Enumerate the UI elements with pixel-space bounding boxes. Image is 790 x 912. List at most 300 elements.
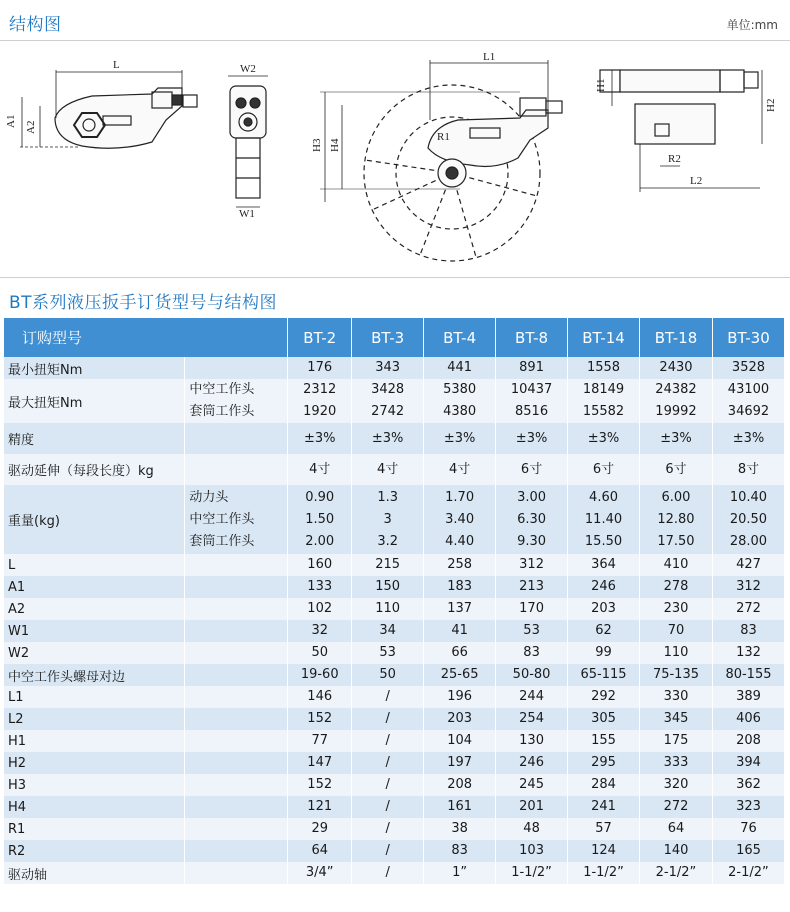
- value-cell: [712, 840, 784, 862]
- value-cell: [640, 840, 713, 862]
- value-cell: [496, 730, 568, 752]
- value-text: 3.00: [517, 489, 547, 505]
- row-label: W2: [4, 642, 185, 664]
- value-text: 146: [307, 689, 333, 704]
- value-cell: [568, 796, 640, 818]
- value-cell: [568, 576, 640, 598]
- header-cell-model: 订购型号: [4, 318, 288, 357]
- row-label: 最大扭矩Nm: [4, 379, 185, 423]
- value-text: 203: [591, 601, 616, 616]
- value-text: 57: [595, 821, 612, 836]
- value-cell: [288, 554, 352, 576]
- sublabel-text: 中空工作头: [189, 511, 255, 527]
- table-row: [4, 752, 785, 774]
- row-sublabel: [185, 454, 288, 485]
- table-row: [4, 379, 785, 423]
- value-cell: [568, 708, 640, 730]
- value-cell: [712, 620, 784, 642]
- value-text: 99: [595, 645, 612, 660]
- value-text: 83: [740, 623, 757, 638]
- header-cell-bt14: BT-14: [568, 318, 640, 357]
- value-text: 213: [519, 579, 544, 594]
- value-text: 345: [663, 711, 689, 726]
- table-row: [4, 485, 785, 554]
- value-cell: [712, 454, 784, 485]
- value-text: /: [385, 777, 390, 792]
- value-text: /: [385, 689, 390, 704]
- value-text: 2-1/2”: [728, 865, 769, 880]
- table-row: [4, 598, 785, 620]
- table-row: [4, 554, 785, 576]
- value-text: 75-135: [652, 667, 699, 682]
- value-text: 330: [663, 689, 689, 704]
- value-cell: [568, 454, 640, 485]
- value-cell: [640, 774, 713, 796]
- value-text: 284: [591, 777, 616, 792]
- value-cell: [640, 554, 713, 576]
- value-text: 155: [591, 733, 616, 748]
- value-text: 246: [519, 755, 544, 770]
- row-label: 重量(kg): [4, 485, 185, 554]
- value-text: ±3%: [660, 430, 692, 446]
- value-cell: [424, 752, 496, 774]
- header-cell-bt18: BT-18: [640, 318, 713, 357]
- dim-label-R2: R2: [668, 153, 681, 165]
- row-sublabel: [185, 642, 288, 664]
- row-label: A2: [4, 598, 185, 620]
- value-text: 230: [663, 601, 689, 616]
- value-cell: [496, 642, 568, 664]
- value-text: 244: [519, 689, 544, 704]
- value-cell: [288, 862, 352, 884]
- value-cell: [352, 796, 424, 818]
- value-text: 5380: [443, 382, 477, 397]
- value-text: 1920: [303, 404, 337, 419]
- value-cell: [568, 730, 640, 752]
- value-cell: [568, 774, 640, 796]
- row-label: 中空工作头螺母对边: [4, 664, 185, 686]
- row-sublabel: [185, 576, 288, 598]
- value-text: 1-1/2”: [583, 865, 624, 880]
- value-cell: [640, 454, 713, 485]
- value-text: 53: [379, 645, 396, 660]
- value-text: 2-1/2”: [655, 865, 697, 880]
- value-text: 201: [519, 799, 544, 814]
- value-text: 43100: [727, 382, 770, 397]
- value-cell: [640, 752, 713, 774]
- dim-label-R1: R1: [437, 131, 450, 143]
- value-text: 183: [447, 579, 473, 594]
- value-text: /: [385, 821, 390, 836]
- value-cell: [496, 554, 568, 576]
- value-text: 10437: [510, 382, 553, 397]
- value-text: 1.3: [377, 489, 398, 505]
- value-text: ±3%: [443, 430, 476, 446]
- value-cell: [352, 454, 424, 485]
- value-cell: [712, 708, 784, 730]
- row-label: R1: [4, 818, 185, 840]
- value-cell: [424, 620, 496, 642]
- value-cell: [288, 576, 352, 598]
- value-text: /: [385, 755, 390, 770]
- value-text: 28.00: [729, 533, 768, 549]
- value-cell: [352, 357, 424, 379]
- value-cell: [712, 554, 784, 576]
- row-sublabel: [185, 708, 288, 730]
- row-label: A1: [4, 576, 185, 598]
- value-text: 6寸: [665, 461, 687, 477]
- value-text: 121: [307, 799, 333, 814]
- row-label: 精度: [4, 423, 185, 454]
- unit-label: 单位:mm: [726, 18, 778, 32]
- value-text: 2.00: [305, 533, 335, 549]
- row-label: H1: [4, 730, 185, 752]
- table-row: [4, 357, 785, 379]
- value-text: 1-1/2”: [511, 865, 552, 880]
- structure-drawings: [0, 48, 790, 270]
- header-cell-bt3: BT-3: [352, 318, 424, 357]
- value-cell: [352, 642, 424, 664]
- value-text: /: [385, 843, 390, 858]
- value-cell: [640, 708, 713, 730]
- row-sublabel: [185, 818, 288, 840]
- value-text: 394: [736, 755, 761, 770]
- value-text: 83: [451, 843, 468, 858]
- value-text: 197: [447, 755, 473, 770]
- value-text: 320: [663, 777, 689, 792]
- value-text: 208: [736, 733, 761, 748]
- value-cell: [424, 708, 496, 730]
- row-label: L2: [4, 708, 185, 730]
- value-text: 4寸: [448, 461, 471, 477]
- value-text: 245: [519, 777, 544, 792]
- value-text: 4.40: [445, 533, 475, 549]
- value-text: 133: [307, 579, 333, 594]
- value-text: 175: [663, 733, 689, 748]
- value-text: 38: [451, 821, 468, 836]
- divider-top: [0, 40, 790, 41]
- table-row: [4, 576, 785, 598]
- dim-label-A2: A2: [25, 120, 37, 134]
- value-text: 17.50: [657, 533, 695, 549]
- value-cell: [288, 730, 352, 752]
- value-text: ±3%: [732, 430, 765, 446]
- value-cell: [640, 485, 713, 554]
- value-cell: [288, 642, 352, 664]
- value-cell: [712, 862, 784, 884]
- row-sublabel: [185, 862, 288, 884]
- row-label: 驱动轴: [4, 862, 185, 884]
- value-cell: [288, 454, 352, 485]
- value-text: 104: [447, 733, 473, 748]
- value-cell: [352, 554, 424, 576]
- value-text: 2742: [371, 404, 405, 419]
- value-cell: [288, 423, 352, 454]
- value-cell: [640, 576, 713, 598]
- value-text: /: [385, 711, 390, 726]
- value-text: 323: [736, 799, 761, 814]
- value-text: 176: [307, 360, 333, 375]
- value-cell: [712, 818, 784, 840]
- value-cell: [712, 642, 784, 664]
- value-text: 410: [663, 557, 689, 572]
- value-cell: [712, 686, 784, 708]
- table-row: [4, 620, 785, 642]
- value-text: 70: [667, 623, 685, 638]
- value-text: 10.40: [729, 489, 768, 505]
- value-cell: [288, 598, 352, 620]
- value-text: 64: [667, 821, 685, 836]
- value-text: /: [385, 733, 390, 748]
- table-row: [4, 708, 785, 730]
- divider-middle: [0, 277, 790, 278]
- value-text: 140: [663, 843, 689, 858]
- row-sublabel: [185, 554, 288, 576]
- row-sublabel: [185, 485, 288, 554]
- value-cell: [640, 796, 713, 818]
- value-cell: [288, 664, 352, 686]
- value-cell: [424, 862, 496, 884]
- row-label: H4: [4, 796, 185, 818]
- value-text: 150: [375, 579, 401, 594]
- value-cell: [640, 357, 713, 379]
- value-cell: [496, 708, 568, 730]
- value-cell: [640, 730, 713, 752]
- value-cell: [568, 752, 640, 774]
- value-text: 160: [307, 557, 333, 572]
- value-cell: [352, 423, 424, 454]
- table-header-row: [4, 318, 785, 357]
- value-cell: [424, 423, 496, 454]
- value-text: 8寸: [737, 461, 760, 477]
- value-cell: [640, 686, 713, 708]
- sublabel-text: 套筒工作头: [189, 533, 255, 549]
- value-cell: [496, 664, 568, 686]
- value-cell: [496, 357, 568, 379]
- value-text: 362: [736, 777, 761, 792]
- value-cell: [496, 752, 568, 774]
- value-text: 1”: [452, 865, 468, 880]
- value-cell: [352, 576, 424, 598]
- value-cell: [568, 598, 640, 620]
- value-text: 2312: [303, 382, 337, 397]
- value-cell: [712, 730, 784, 752]
- value-cell: [352, 664, 424, 686]
- row-sublabel: [185, 686, 288, 708]
- value-cell: [568, 620, 640, 642]
- value-text: 25-65: [440, 667, 479, 682]
- value-text: 34692: [727, 404, 770, 419]
- value-text: 19-60: [300, 667, 339, 682]
- value-text: 102: [307, 601, 333, 616]
- table-row: [4, 454, 785, 485]
- value-text: 48: [523, 821, 540, 836]
- value-cell: [424, 840, 496, 862]
- value-text: 130: [519, 733, 544, 748]
- value-cell: [288, 796, 352, 818]
- value-cell: [288, 357, 352, 379]
- value-text: 76: [740, 821, 757, 836]
- value-cell: [352, 598, 424, 620]
- value-cell: [424, 554, 496, 576]
- row-label: 驱动延伸（每段长度）kg: [4, 454, 185, 485]
- value-cell: [496, 686, 568, 708]
- value-text: 3.40: [445, 511, 475, 527]
- value-cell: [352, 752, 424, 774]
- value-text: 11.40: [584, 511, 623, 527]
- value-text: 18149: [582, 382, 625, 397]
- value-text: 4380: [443, 404, 477, 419]
- value-text: 41: [451, 623, 468, 638]
- table-body: [4, 357, 785, 884]
- value-text: 6寸: [520, 461, 543, 477]
- value-cell: [640, 423, 713, 454]
- value-text: 241: [591, 799, 616, 814]
- dim-label-H4: H4: [329, 138, 341, 152]
- value-text: 292: [591, 689, 616, 704]
- value-text: 152: [307, 711, 333, 726]
- value-text: 258: [447, 557, 473, 572]
- value-cell: [352, 862, 424, 884]
- value-text: 103: [519, 843, 544, 858]
- value-text: 4寸: [377, 461, 399, 477]
- value-text: 441: [447, 360, 473, 375]
- value-text: 77: [311, 733, 328, 748]
- value-text: 124: [591, 843, 616, 858]
- value-cell: [568, 686, 640, 708]
- section-title-structure: 结构图: [9, 15, 62, 35]
- dim-label-W2: W2: [240, 63, 256, 75]
- value-cell: [568, 423, 640, 454]
- value-cell: [288, 840, 352, 862]
- value-text: 29: [311, 821, 328, 836]
- row-sublabel: [185, 730, 288, 752]
- row-sublabel: [185, 796, 288, 818]
- header-cell-bt4: BT-4: [424, 318, 496, 357]
- value-text: 6寸: [592, 461, 615, 477]
- value-cell: [424, 642, 496, 664]
- value-cell: [568, 642, 640, 664]
- sublabel-text: 中空工作头: [189, 382, 255, 397]
- value-cell: [496, 576, 568, 598]
- value-text: 364: [591, 557, 616, 572]
- value-text: 0.90: [305, 489, 335, 505]
- value-text: 196: [447, 689, 473, 704]
- value-cell: [496, 379, 568, 423]
- value-cell: [640, 620, 713, 642]
- value-cell: [496, 818, 568, 840]
- value-text: 12.80: [657, 511, 695, 527]
- row-label: W1: [4, 620, 185, 642]
- value-text: 2430: [659, 360, 693, 375]
- dim-label-H1: H1: [595, 78, 607, 92]
- value-cell: [712, 357, 784, 379]
- drawing-side-view: [20, 70, 197, 148]
- value-text: 50: [379, 667, 396, 682]
- row-label: L: [4, 554, 185, 576]
- drawing-square-drive: [600, 70, 762, 192]
- value-cell: [568, 485, 640, 554]
- value-text: 19992: [655, 404, 697, 419]
- value-text: 891: [519, 360, 544, 375]
- row-sublabel: [185, 620, 288, 642]
- value-text: 110: [663, 645, 689, 660]
- value-cell: [352, 708, 424, 730]
- row-sublabel: [185, 664, 288, 686]
- value-text: 50-80: [512, 667, 551, 682]
- dim-label-W1: W1: [239, 208, 255, 220]
- value-cell: [640, 664, 713, 686]
- value-text: 312: [736, 579, 761, 594]
- value-cell: [568, 862, 640, 884]
- value-cell: [424, 664, 496, 686]
- value-cell: [424, 818, 496, 840]
- value-cell: [640, 818, 713, 840]
- value-text: 8516: [515, 404, 549, 419]
- dim-label-H3: H3: [311, 138, 323, 152]
- value-text: 132: [736, 645, 761, 660]
- spec-table: [4, 318, 785, 884]
- value-cell: [712, 485, 784, 554]
- value-text: 246: [591, 579, 616, 594]
- header-cell-bt30: BT-30: [712, 318, 784, 357]
- value-cell: [640, 862, 713, 884]
- value-cell: [712, 379, 784, 423]
- value-text: 147: [307, 755, 333, 770]
- table-row: [4, 664, 785, 686]
- value-text: /: [385, 799, 390, 814]
- value-cell: [288, 485, 352, 554]
- drawing-clearance: [320, 60, 562, 261]
- value-cell: [288, 774, 352, 796]
- value-cell: [424, 796, 496, 818]
- value-cell: [424, 485, 496, 554]
- header-cell-bt2: BT-2: [288, 318, 352, 357]
- value-cell: [712, 664, 784, 686]
- value-text: 1.50: [305, 511, 335, 527]
- value-text: 427: [736, 557, 761, 572]
- value-cell: [712, 796, 784, 818]
- value-cell: [424, 379, 496, 423]
- row-sublabel: [185, 752, 288, 774]
- value-cell: [352, 730, 424, 752]
- value-cell: [496, 774, 568, 796]
- table-row: [4, 840, 785, 862]
- value-text: 53: [523, 623, 540, 638]
- value-cell: [288, 620, 352, 642]
- value-text: 3: [383, 511, 392, 527]
- value-text: ±3%: [587, 430, 620, 446]
- value-text: 152: [307, 777, 333, 792]
- value-cell: [424, 454, 496, 485]
- table-row: [4, 796, 785, 818]
- value-text: 333: [663, 755, 689, 770]
- value-cell: [712, 598, 784, 620]
- value-text: ±3%: [515, 430, 548, 446]
- value-text: 3/4”: [305, 865, 334, 880]
- row-sublabel: [185, 598, 288, 620]
- value-text: 20.50: [729, 511, 768, 527]
- value-cell: [568, 840, 640, 862]
- value-cell: [568, 554, 640, 576]
- row-label: 最小扭矩Nm: [4, 357, 185, 379]
- value-cell: [288, 708, 352, 730]
- value-cell: [568, 357, 640, 379]
- value-cell: [288, 818, 352, 840]
- value-text: 272: [736, 601, 761, 616]
- dim-label-H2: H2: [765, 98, 777, 112]
- value-cell: [496, 423, 568, 454]
